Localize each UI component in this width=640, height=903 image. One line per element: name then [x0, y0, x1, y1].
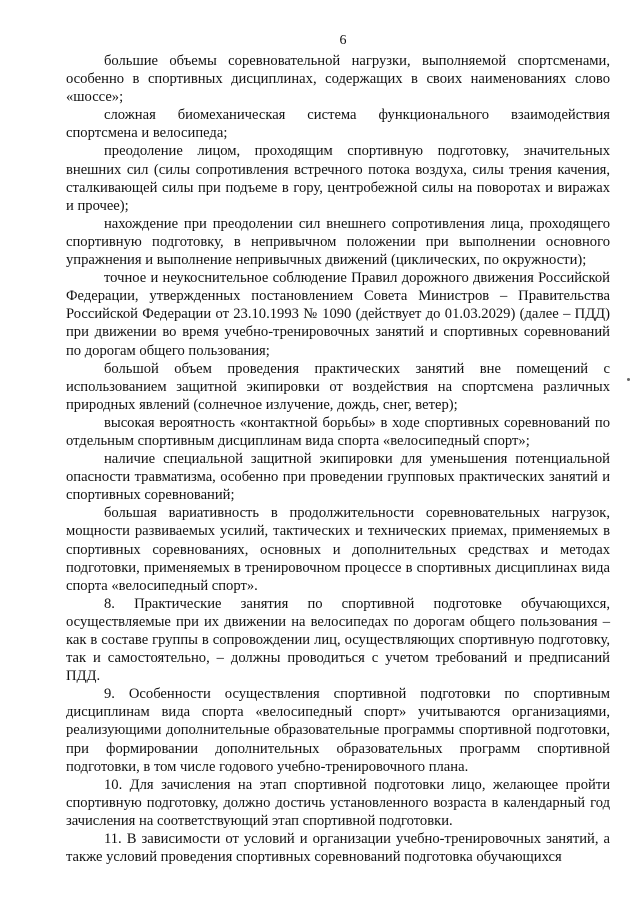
page-number: 6 [339, 33, 347, 48]
scan-speck [627, 378, 630, 381]
paragraph: высокая вероятность «контактной борьбы» в ходе спортивных соревнований по отдельным спортивным дисциплинам вида спорта «велосипедный спорт»; [66, 414, 610, 449]
paragraph: нахождение при преодолении сил внешнего сопротивления лица, проходящего спортивную подготовку, в непривычном положении при выполнении основного упражнения и выполнение непривычных движений (циклических, по окружности); [66, 215, 610, 269]
paragraph: точное и неукоснительное соблюдение Правил дорожного движения Российской Федерации, утвержденных постановлением Совета Министров – Правительства Российской Федерации от 23.10.1993 № 1090 (действует до 01.03.2029) (далее – ПДД) при движении во время учебно-тренировочных занятий и спортивных соревнований по дорогам общего пользования; [66, 270, 610, 359]
paragraph: большой объем проведения практических занятий вне помещений с использованием защитной экипировки от воздействия на спортсмена различных природных явлений (солнечное излучение, дождь, снег, ветер); [66, 360, 610, 413]
paragraph: наличие специальной защитной экипировки для уменьшения потенциальной опасности травматизма, особенно при проведении групповых практических занятий и спортивных соревнований; [66, 451, 610, 504]
paragraph: 9. Особенности осуществления спортивной подготовки по спортивным дисциплинам вида спорта «велосипедный спорт» учитываются организациями, реализующими дополнительные образовательные программы спортивной подготовки, при формировании дополнительных образовательных программ спортивной подготовки, в том числе годового учебно-тренировочного плана. [66, 686, 610, 775]
paragraph: 11. В зависимости от условий и организации учебно-тренировочных занятий, а также условий проведения спортивных соревнований подготовка обучающихся [66, 831, 610, 866]
paragraph: 10. Для зачисления на этап спортивной подготовки лицо, желающее пройти спортивную подготовку, должно достичь установленного возраста в календарный год зачисления на соответствующий этап спортивной подготовки. [66, 776, 610, 829]
paragraph: большая вариативность в продолжительности соревновательных нагрузок, мощности развиваемых усилий, тактических и технических приемах, применяемых в спортивных соревнованиях, основных и дополнительных средствах и методах подготовки, применяемых в тренировочном процессе в спортивных дисциплинах вида спорта «велосипедный спорт». [66, 505, 610, 594]
paragraph: преодоление лицом, проходящим спортивную подготовку, значительных внешних сил (силы сопротивления встречного потока воздуха, силы трения качения, сталкивающей силы при подъеме в гору, центробежной силы на поворотах и виражах и прочее); [66, 143, 610, 214]
paragraph: 8. Практические занятия по спортивной подготовке обучающихся, осуществляемые при их движении на велосипедах по дорогам общего пользования – как в составе группы в сопровождении лиц, осуществляющих спортивную подготовку, так и самостоятельно, – должны проводиться с учетом требований и предписаний ПДД. [66, 595, 610, 685]
paragraph: большие объемы соревновательной нагрузки, выполняемой спортсменами, особенно в спортивных дисциплинах, содержащих в своих наименованиях слово «шоссе»; [66, 53, 610, 106]
document-body [66, 52, 610, 866]
paragraph: сложная биомеханическая система функционального взаимодействия спортсмена и велосипеда; [66, 107, 610, 142]
